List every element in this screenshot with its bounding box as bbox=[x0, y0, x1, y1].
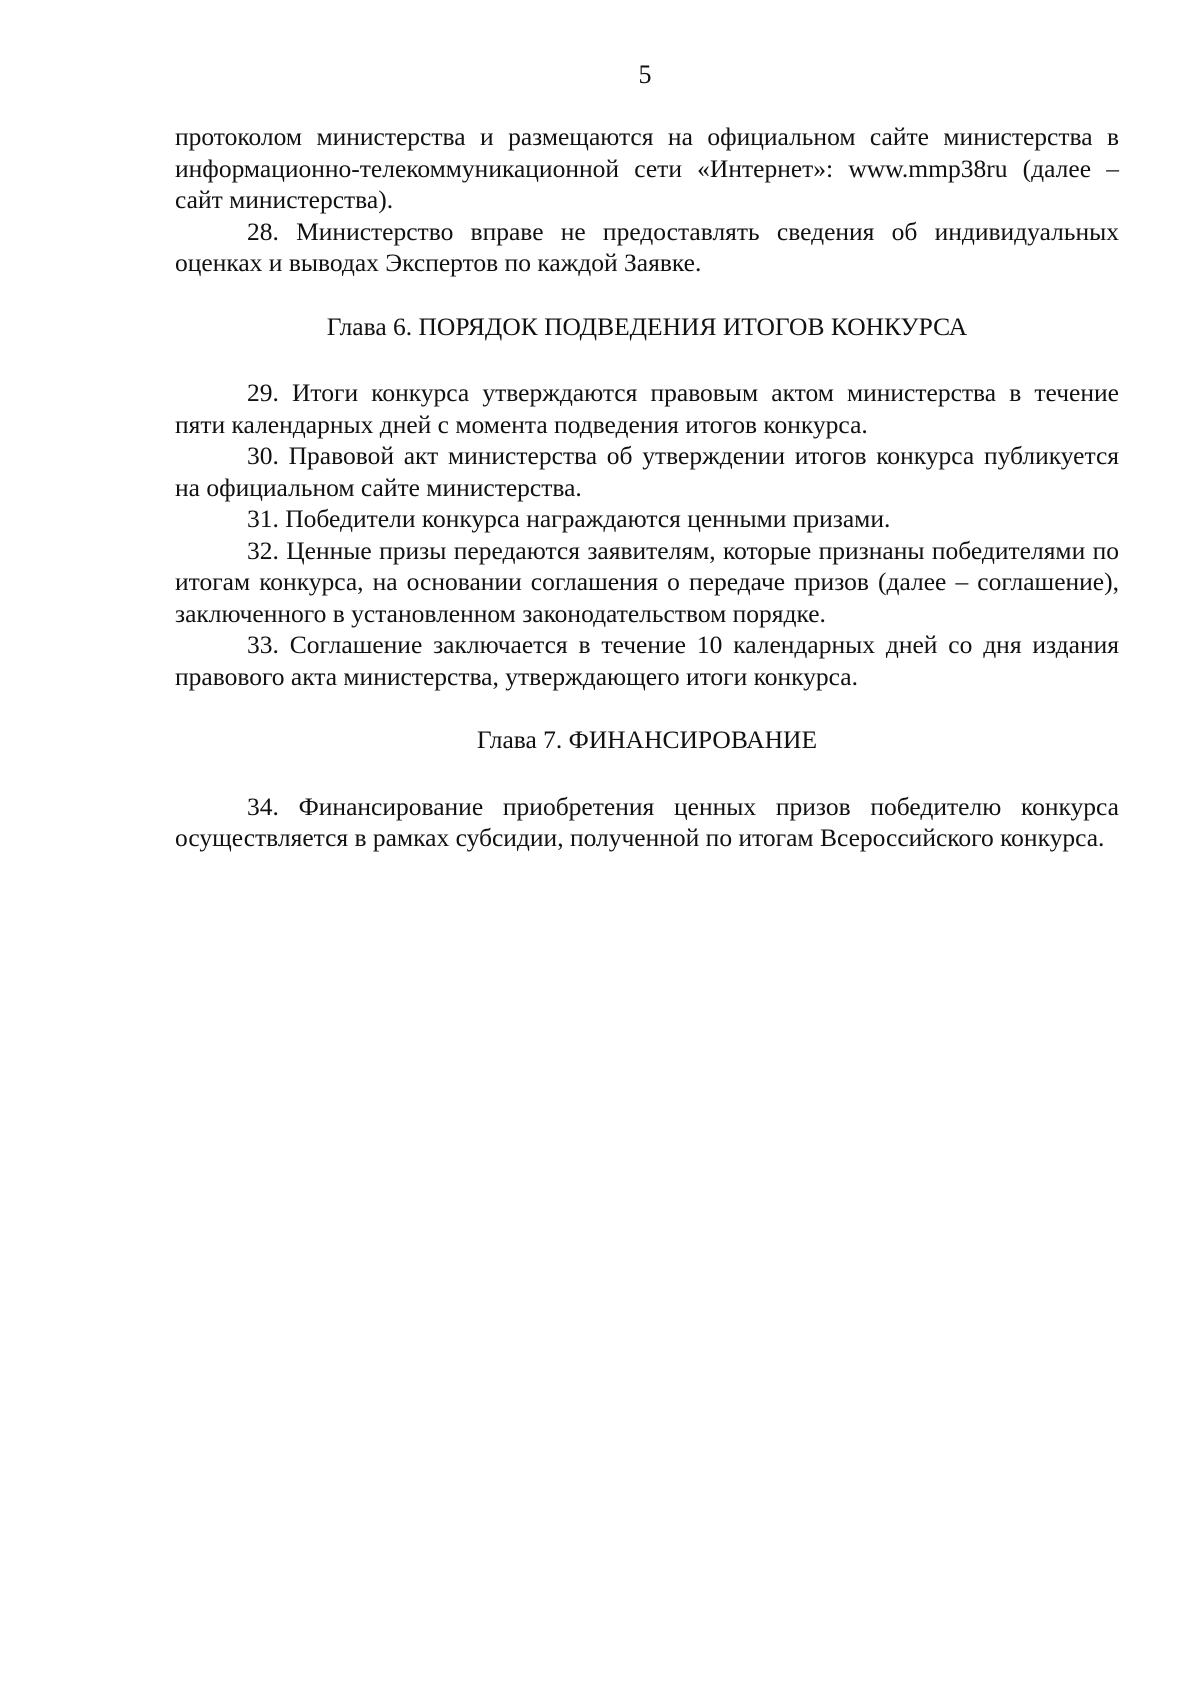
paragraph-28: 28. Министерство вправе не предоставлять сведения об индивидуальных оценках и выводах Экспертов по каждой Заявке. bbox=[175, 216, 1119, 277]
page-number: 5 bbox=[638, 60, 652, 89]
paragraph-34: 34. Финансирование приобретения ценных призов победителю конкурса осуществляется в рамках субсидии, полученной по итогам Всероссийского конкурса. bbox=[175, 791, 1119, 852]
chapter-7-heading: Глава 7. ФИНАНСИРОВАНИЕ bbox=[476, 725, 818, 754]
paragraph-33: 33. Соглашение заключается в течение 10 календарных дней со дня издания правового акта министерства, утверждающего итоги конкурса. bbox=[175, 630, 1119, 691]
paragraph-continuation: протоколом министерства и размещаются на официальном сайте министерства в информационно-телекоммуникационной сети «Интернет»: www.mmp38ru (далее – сайт министерства). bbox=[175, 122, 1119, 214]
paragraph-31: 31. Победители конкурса награждаются ценными призами. bbox=[247, 504, 891, 533]
paragraph-29: 29. Итоги конкурса утверждаются правовым актом министерства в течение пяти календарных дней с момента подведения итогов конкурса. bbox=[175, 378, 1119, 439]
paragraph-32: 32. Ценные призы передаются заявителям, которые признаны победителями по итогам конкурса, на основании соглашения о передаче призов (далее – соглашение), заключенного в установленном законодательством порядке. bbox=[175, 535, 1119, 628]
document-body bbox=[175, 121, 1119, 854]
paragraph-30: 30. Правовой акт министерства об утверждении итогов конкурса публикуется на официальном сайте министерства. bbox=[175, 441, 1119, 502]
chapter-6-heading: Глава 6. ПОРЯДОК ПОДВЕДЕНИЯ ИТОГОВ КОНКУРСА bbox=[326, 311, 968, 341]
